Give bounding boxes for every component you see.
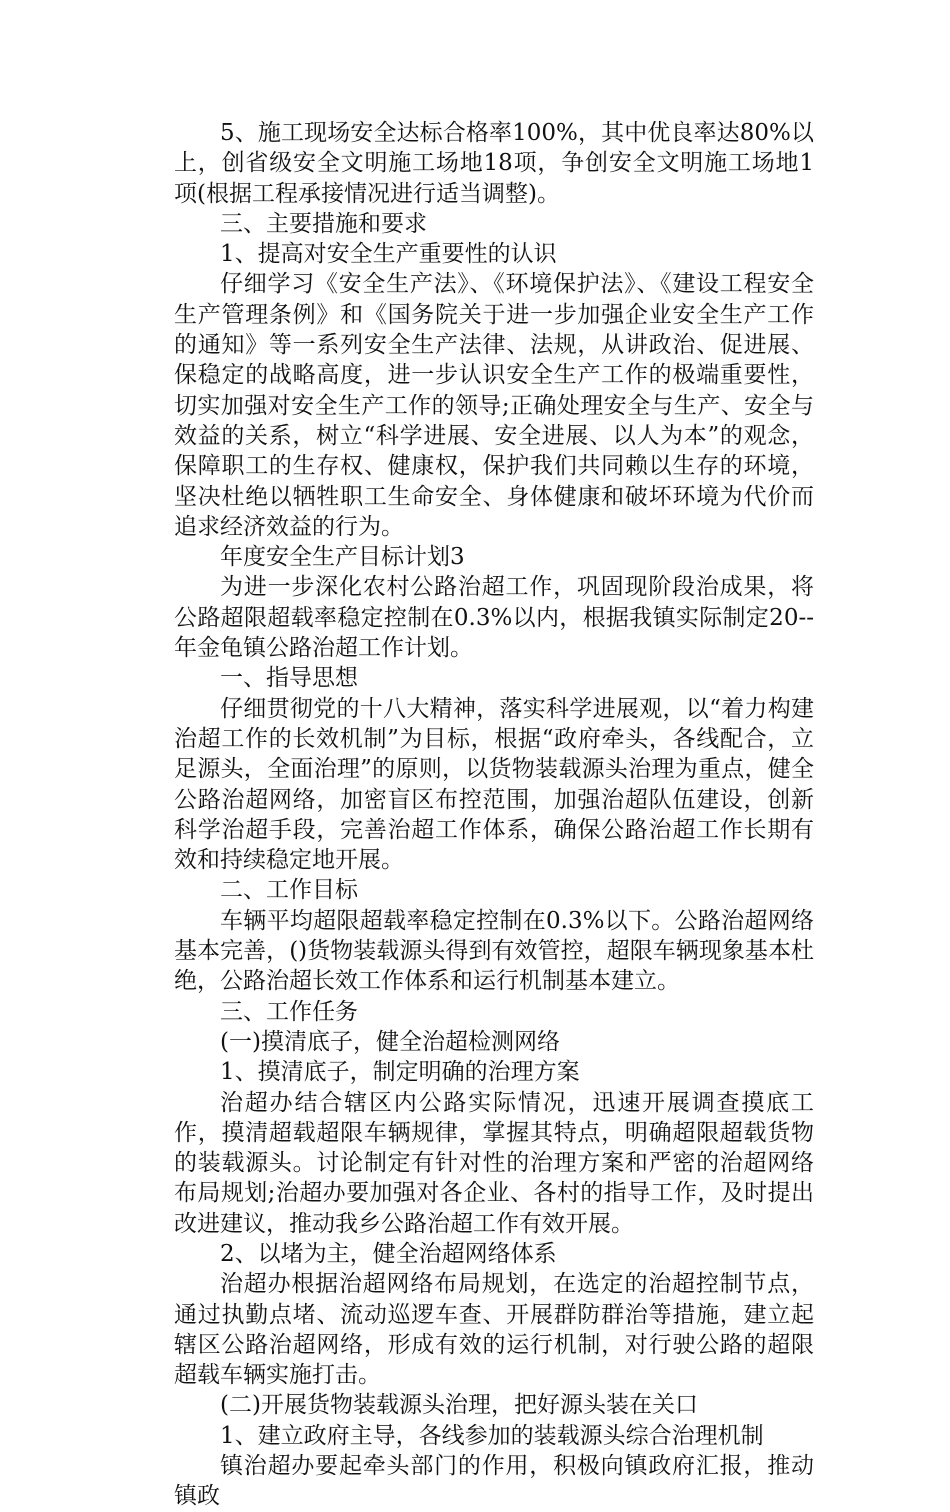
heading-task-1-2: 2、以堵为主，健全治超网络体系 xyxy=(220,1240,557,1267)
paragraph-guiding-thought: 仔细贯彻党的十八大精神，落实科学进展观，以“着力构建治超工作的长效机制”为目标，根据“政府牵头，各线配合，立足源头，全面治理”的原则，以货物装载源头治理为重点，健全公路治超网络，加密盲区布控范围，加强治超队伍建设，创新科学治超手段，完善治超工作体系，确保公路治超工作长期有效和持续稳定地开展。 xyxy=(174,695,814,874)
heading-task-1-1: 1、摸清底子，制定明确的治理方案 xyxy=(220,1059,580,1086)
paragraph-task-2-1: 镇治超办要起牵头部门的作用，积极向镇政府汇报，推动镇政 xyxy=(174,1453,814,1510)
heading-main-measures: 三、主要措施和要求 xyxy=(220,210,427,237)
heading-work-tasks: 三、工作任务 xyxy=(220,998,358,1025)
paragraph-study-laws: 仔细学习《安全生产法》、《环境保护法》、《建设工程安全生产管理条例》和《国务院关于进一步加强企业安全生产工作的通知》等一系列安全生产法律、法规，从讲政治、促进展、保稳定的战略高度，进一步认识安全生产工作的极端重要性，切实加强对安全生产工作的领导;正确处理安全与生产、安全与效益的关系，树立“科学进展、安全进展、以人为本”的观念，保障职工的生存权、健康权，保护我们共同赖以生存的环境，坚决杜绝以牺牲职工生命安全、身体健康和破坏环境为代价而追求经济效益的行为。 xyxy=(174,271,814,540)
heading-guiding-thought: 一、指导思想 xyxy=(220,665,358,692)
paragraph-plan-intro: 为进一步深化农村公路治超工作，巩固现阶段治成果，将公路超限超载率稳定控制在0.3%以内，根据我镇实际制定20--年金龟镇公路治超工作计划。 xyxy=(174,574,814,662)
heading-work-goals: 二、工作目标 xyxy=(220,877,358,904)
heading-raise-awareness: 1、提高对安全生产重要性的认识 xyxy=(220,241,557,268)
paragraph-task-1-1: 治超办结合辖区内公路实际情况，迅速开展调查摸底工作，摸清超载超限车辆规律，掌握其特点，明确超限超载货物的装载源头。讨论制定有针对性的治理方案和严密的治超网络布局规划;治超办要加强对各企业、各村的指导工作，及时提出改进建议，推动我乡公路治超工作有效开展。 xyxy=(174,1089,814,1237)
paragraph-work-goals: 车辆平均超限超载率稳定控制在0.3%以下。公路治超网络基本完善，()货物装载源头得到有效管控，超限车辆现象基本杜绝，公路治超长效工作体系和运行机制基本建立。 xyxy=(174,907,814,995)
paragraph-task-1-2: 治超办根据治超网络布局规划，在选定的治超控制节点，通过执勤点堵、流动巡逻车查、开展群防群治等措施，建立起辖区公路治超网络，形成有效的运行机制，对行驶公路的超限超载车辆实施打击。 xyxy=(174,1271,814,1389)
paragraph-target-rate: 5、施工现场安全达标合格率100%，其中优良率达80%以上，创省级安全文明施工场地18项，争创安全文明施工场地1项(根据工程承接情况进行适当调整)。 xyxy=(174,120,814,207)
heading-task-2: (二)开展货物装载源头治理，把好源头装在关口 xyxy=(220,1392,698,1419)
heading-task-2-1: 1、建立政府主导，各线参加的装载源头综合治理机制 xyxy=(220,1422,764,1449)
document-body xyxy=(174,118,814,1512)
heading-task-1: (一)摸清底子，健全治超检测网络 xyxy=(220,1028,560,1055)
heading-plan-3: 年度安全生产目标计划3 xyxy=(220,544,465,571)
